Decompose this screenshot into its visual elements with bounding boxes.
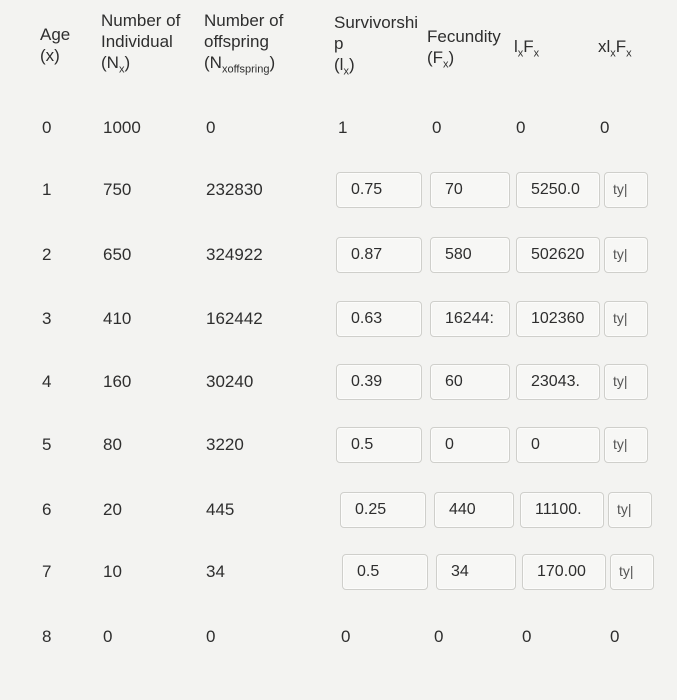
age-cell: 1	[42, 180, 52, 199]
lx-input[interactable]: 0.25	[340, 492, 426, 528]
xlxfx-input[interactable]: ty|	[604, 237, 648, 273]
fx-input[interactable]: 70	[430, 172, 510, 208]
lxfx-input[interactable]: 170.00	[522, 554, 606, 590]
age-cell: 3	[42, 309, 52, 328]
number-cell: 160	[103, 372, 132, 391]
fx-input[interactable]: 440	[434, 492, 514, 528]
offspring-cell: 30240	[206, 372, 254, 391]
number-cell: 80	[103, 435, 122, 454]
header-lxfx-symbol: $l_xF_x$	[514, 37, 540, 60]
lxfx-cell: 0	[522, 627, 532, 646]
header-number-individual: Number of Individual $(N_x)$	[101, 10, 180, 80]
offspring-cell: 162442	[206, 309, 263, 328]
offspring-cell: 3220	[206, 435, 244, 454]
header-offspring-symbol: $(N_{xoffspring})$	[204, 53, 276, 76]
header-xlxfx-symbol: $xl_xF_x$	[598, 37, 632, 60]
lxfx-cell: 0	[516, 118, 526, 137]
lx-input[interactable]: 0.75	[336, 172, 422, 208]
fx-input[interactable]: 16244:	[430, 301, 510, 337]
offspring-cell: 34	[206, 562, 225, 581]
header-survivorship-symbol: $(l_x)$	[334, 55, 355, 78]
lx-input[interactable]: 0.63	[336, 301, 422, 337]
offspring-cell: 445	[206, 500, 235, 519]
xlxfx-cell: 0	[610, 627, 620, 646]
xlxfx-input[interactable]: ty|	[604, 301, 648, 337]
lx-input[interactable]: 0.39	[336, 364, 422, 400]
fx-input[interactable]: 580	[430, 237, 510, 273]
number-cell: 410	[103, 309, 132, 328]
xlxfx-input[interactable]: ty|	[604, 427, 648, 463]
fx-input[interactable]: 60	[430, 364, 510, 400]
fx-input[interactable]: 0	[430, 427, 510, 463]
fx-cell: 0	[434, 627, 444, 646]
header-offspring: Number of offspring $(N_{xoffspring})$	[204, 10, 283, 80]
number-cell: 750	[103, 180, 132, 199]
age-cell: 0	[42, 118, 52, 137]
offspring-cell: 0	[206, 627, 216, 646]
lxfx-input[interactable]: 502620	[516, 237, 600, 273]
lx-cell: 0	[341, 627, 351, 646]
lxfx-input[interactable]: 5250.0	[516, 172, 600, 208]
lxfx-input[interactable]: 11100.	[520, 492, 604, 528]
lx-input[interactable]: 0.87	[336, 237, 422, 273]
fx-input[interactable]: 34	[436, 554, 516, 590]
number-cell: 0	[103, 627, 113, 646]
xlxfx-cell: 0	[600, 118, 610, 137]
fx-cell: 0	[432, 118, 442, 137]
header-number-symbol: $(N_x)$	[101, 53, 131, 76]
age-cell: 5	[42, 435, 52, 454]
xlxfx-input[interactable]: ty|	[604, 364, 648, 400]
age-cell: 7	[42, 562, 52, 581]
number-cell: 1000	[103, 118, 141, 137]
lxfx-input[interactable]: 23043.	[516, 364, 600, 400]
age-cell: 8	[42, 627, 52, 646]
header-survivorship: Survivorshi p $(l_x)$	[334, 12, 418, 82]
lx-input[interactable]: 0.5	[336, 427, 422, 463]
xlxfx-input[interactable]: ty|	[608, 492, 652, 528]
offspring-cell: 324922	[206, 245, 263, 264]
number-cell: 10	[103, 562, 122, 581]
offspring-cell: 0	[206, 118, 216, 137]
lxfx-input[interactable]: 0	[516, 427, 600, 463]
offspring-cell: 232830	[206, 180, 263, 199]
age-cell: 2	[42, 245, 52, 264]
header-fecundity: Fecundity $(F_x)$	[427, 26, 501, 75]
lx-input[interactable]: 0.5	[342, 554, 428, 590]
lx-cell: 1	[338, 118, 348, 137]
header-age: Age (x)	[40, 25, 71, 65]
header-lxfx	[514, 36, 539, 64]
header-xlxfx	[598, 36, 632, 64]
number-cell: 20	[103, 500, 122, 519]
number-cell: 650	[103, 245, 132, 264]
age-cell: 4	[42, 372, 52, 391]
xlxfx-input[interactable]: ty|	[604, 172, 648, 208]
header-fecundity-symbol: $(F_x)$	[427, 48, 455, 71]
age-cell: 6	[42, 500, 52, 519]
xlxfx-input[interactable]: ty|	[610, 554, 654, 590]
lxfx-input[interactable]: 102360	[516, 301, 600, 337]
